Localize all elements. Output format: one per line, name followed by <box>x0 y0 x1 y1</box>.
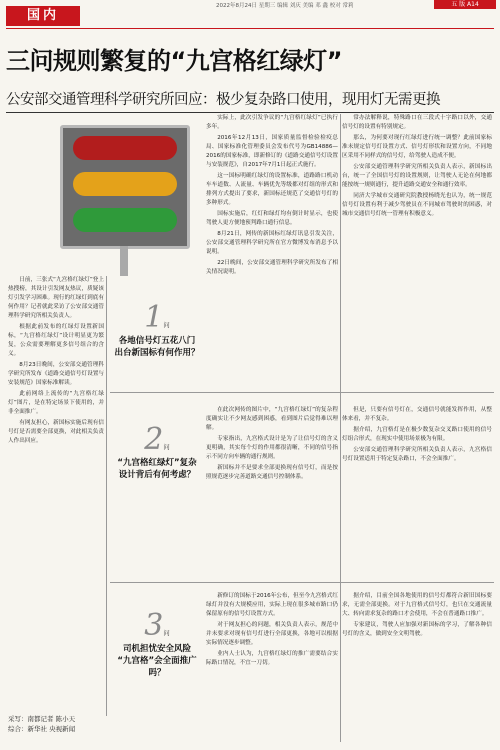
column-divider <box>106 276 107 716</box>
section-divider <box>110 392 494 393</box>
question-number: 3 <box>144 608 164 643</box>
page-folio: 五 版 A14 <box>434 0 496 9</box>
body-paragraph: 8月21日，网传的新国标红绿灯讯息引发关注，公安部交通管理科学研究所在官方微博发布消息予以说明。 <box>206 231 338 255</box>
body-paragraph: 同济大学城市交通研究院教授杨晓光也认为，统一规范信号灯设置有利于减少驾驶员在不同城市驾驶时的困惑，对城市交通信号灯统一管理有积极意义。 <box>342 193 492 217</box>
body-paragraph: 据介绍，九宫格灯是在极少数复杂交叉路口使用的信号灯组合形式，在现实中使用场景极为有限。 <box>342 427 492 442</box>
body-paragraph: 在此次网传的图片中，“九宫格红绿灯”的复杂程度确实让不少网友感到困惑，看到图片后觉得难以理解。 <box>206 407 338 431</box>
body-column-mid-3 <box>206 592 338 742</box>
question-number: 2 <box>144 422 164 457</box>
section-divider <box>110 582 494 583</box>
body-paragraph: 实际上，此次引发争议的“九宫格红绿灯”已执行多年。 <box>206 115 338 130</box>
body-paragraph: 8月23日晚间，公安部交通管理科学研究所发布《道路交通信号灯设置与安装规范》国家标准解读。 <box>8 362 104 386</box>
body-paragraph: 新修订的国标于2016年公布，但至今九宫格式红绿灯并没有大规模应用，实际上现在很多城市路口仍保留原有的信号灯设置方式。 <box>206 593 338 617</box>
body-paragraph: 新国标并不是要求全部更换现有信号灯，而是按照规范逐步完善道路交通信号控制体系。 <box>206 465 338 480</box>
question-1-block <box>110 300 204 359</box>
green-lamp <box>73 208 177 232</box>
column-divider <box>340 114 341 742</box>
traffic-light-pole <box>120 246 128 276</box>
body-paragraph: 那么，为何要对现行红绿灯进行统一调整？此前国家标准未规定信号灯设置方式、信号灯形状和设置方向，不同地区采用不同样式的信号灯，给驾驶人造成不便。 <box>342 135 492 159</box>
body-column-mid-1 <box>206 114 338 386</box>
question-2-block <box>110 422 204 481</box>
header-rule <box>6 28 494 29</box>
red-lamp <box>73 136 177 160</box>
credit-line: 综合：新华社 央视新闻 <box>8 725 76 733</box>
body-paragraph: 这一国标明确红绿灯的设置标准，道路路口机动车车道数、人流量、车辆优先等级都对灯组的形式和排列方式提出了要求，新国标还规范了交通信号灯的多种形式。 <box>206 173 338 206</box>
left-body-column <box>8 276 104 656</box>
body-paragraph: 公安部交通管理科学研究所相关负责人表示，新国标出台，统一了全国信号灯的设置规则，让驾驶人无论在何地都能按统一规则通行，提升道路交通安全和通行效率。 <box>342 164 492 188</box>
body-paragraph: 常办法解释说，特殊路口在三段式十字路口以外，交通信号灯的设置有特别规定。 <box>342 115 492 130</box>
page-dateline: 2022年8月24日 星期三 编辑 刘庆 美编 邓 鑫 校对 常莉 <box>216 3 354 9</box>
body-paragraph: 对于网友担心的问题，相关负责人表示，规范中并未要求对现有信号灯进行全部更换，各地可以根据实际情况逐步调整。 <box>206 622 338 646</box>
question-3-block <box>110 608 204 679</box>
question-title: 司机担忧安全风险 <box>122 644 191 654</box>
body-column-right-1 <box>342 114 492 386</box>
body-paragraph: 有网友担心，新国标实施后现有信号灯是否需要全部更换，对此相关负责人作出回应。 <box>8 420 104 444</box>
body-column-mid-2 <box>206 406 338 576</box>
article-credit <box>8 714 188 734</box>
body-paragraph: 专家指出，九宫格式设计是为了让信号灯的含义更明确，其实每个灯的作用都很清晰，不同的信号指示不同方向车辆的通行规则。 <box>206 436 338 460</box>
question-label: 问 <box>163 443 170 451</box>
body-paragraph: 2016年12月13日，国家质量监督检验检疫总局、国家标准化管理委员会发布代号为GB14886—2016的国家标准，即新修订的《道路交通信号灯设置与安装规范》，自2017年7月1日起正式施行。 <box>206 135 338 168</box>
question-label: 问 <box>163 629 170 637</box>
body-paragraph: 业内人士认为，九宫格红绿灯的推广需要结合实际路口情况，不宜一刀切。 <box>206 651 338 666</box>
article-subheadline: 公安部交通管理科学研究所回应：极少复杂路口使用，现用灯无需更换 <box>6 92 440 108</box>
body-column-right-2 <box>342 406 492 576</box>
body-paragraph: 公安部交通管理科学研究所相关负责人表示，九宫格信号灯设置适用于特定复杂路口，不会全面推广。 <box>342 447 492 462</box>
body-paragraph: 国标实施后，红灯和绿灯均有倒计时显示，也使驾驶人更方便地预判路口通行信息。 <box>206 211 338 226</box>
question-title: 各地信号灯五花八门 <box>118 336 196 346</box>
question-title: “九宫格”会全面推广吗？ <box>117 656 197 678</box>
subhead-rule <box>6 112 494 113</box>
body-paragraph: 据介绍，目前全国各地使用的信号灯都符合新旧国标要求，无需全部更换。对于九宫格式信号灯，也只在交通流量大、转向需求复杂的路口才会使用，不会在普通路口推广。 <box>342 593 492 617</box>
yellow-lamp <box>73 172 177 196</box>
body-column-right-3 <box>342 592 492 742</box>
body-paragraph: 此前网络上流传的“九宫格红绿灯”图片，是在特定场景下使用的，并非全面推广。 <box>8 391 104 415</box>
credit-line: 采写：南都记者 陈小天 <box>8 715 76 723</box>
body-paragraph: 22日晚间，公安部交通管理科学研究所发布了相关情况说明。 <box>206 260 338 275</box>
body-paragraph: 专家建议，驾驶人应加强对新国标的学习，了解各种信号灯的含义，做到安全文明驾驶。 <box>342 622 492 637</box>
question-label: 问 <box>163 321 170 329</box>
body-paragraph: 日前，三张式“九宫格红绿灯”登上热搜榜，其设计引发网友热议，质疑该灯引发学习困难。现行的红绿灯到底有何作用？记者就此采访了公安部交通管理科学研究所相关负责人。 <box>8 277 104 319</box>
question-title: 设计背后有何考虑？ <box>118 470 196 480</box>
question-title: “九宫格红绿灯”复杂 <box>117 458 197 468</box>
section-tag: 国内 <box>6 6 80 26</box>
traffic-light-image <box>60 125 190 249</box>
body-paragraph: 根据此前发布的红绿灯设置新国标，“九宫格红绿灯”设计明显更为繁复，公众需要理解更多信号组合的含义。 <box>8 324 104 357</box>
article-headline: 三问规则繁复的“九宫格红绿灯” <box>6 47 343 75</box>
body-paragraph: 但是，只要有信号灯在，交通信号就能发挥作用，从整体来看，并不复杂。 <box>342 407 492 422</box>
question-number: 1 <box>144 300 164 335</box>
question-title: 出台新国标有何作用？ <box>114 348 200 358</box>
